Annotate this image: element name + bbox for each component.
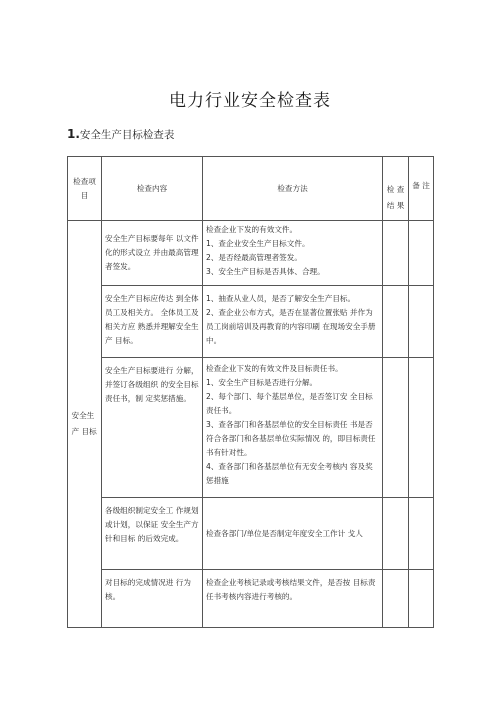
method-line: 3、安全生产目标是否具体、合理。 [206,267,325,276]
row-method [203,286,383,358]
row-note [409,221,434,286]
table-row [68,498,434,570]
row-content: 安全生产目标应传达 到全体员工及相关方。 全体员工及相关方应 熟悉并理解安全生产 目标。 [102,286,203,358]
row-note [409,570,434,628]
row-method [203,570,383,628]
row-result [383,570,409,628]
row-result [383,286,409,358]
header-note: 备 注 [409,157,434,221]
method-line: 4、查各部门和各基层单位有无安全考核内 容及奖惩措施 [206,462,373,485]
group-label: 安全生产 目标 [71,411,97,436]
method-line: 检查企业下发的有效文件。 [206,225,298,234]
section-subtitle-text: 安全生产目标检查表 [79,129,175,141]
method-line: 1、抽查从业人员，是否了解安全生产目标。 [206,294,356,303]
row-content: 对目标的完成情况进 行为核。 [102,570,203,628]
header-check-result: 检 查结 果 [383,157,409,221]
row-note [409,498,434,570]
row-note [409,358,434,498]
header-check-method: 检查方法 [203,157,383,221]
method-line: 2、查企业公布方式，是否在显著位置张贴 并作为员工岗前培训及再教育的内容印刷 在现场安全手册中。 [206,308,376,345]
table-header-row [68,157,434,221]
row-result [383,358,409,498]
section-subtitle [67,127,174,142]
table-row [68,286,434,358]
row-note [409,286,434,358]
safety-check-table [67,156,434,628]
header-check-item: 检查项目 [68,157,102,221]
group-label-cell [68,221,102,628]
table-row [68,221,434,286]
row-result [383,221,409,286]
row-result [383,498,409,570]
table-row [68,358,434,498]
method-line: 检查企业考核记录或考核结果文件，是否按 目标责任书考核内容进行考核的。 [206,578,376,601]
row-content: 安全生产目标要每年 以文件化的形式设立 并由最高管理者签发。 [102,221,203,286]
table-row [68,570,434,628]
row-content: 安全生产目标要进行 分解，并签订各级组织 的安全目标责任书，制 定奖惩措施。 [102,358,203,498]
method-line: 检查各部门/单位是否制定年度安全工作计 戈人 [206,528,363,538]
row-content: 各级组织制定安全工 作规划或计划，以保证 安全生产方针和目标 的后效完成。 [102,498,203,570]
row-method [203,498,383,570]
method-line: 1、查企业安全生产目标文件。 [206,239,310,248]
method-line: 1、安全生产目标是否进行分解。 [206,378,318,387]
header-check-content: 检查内容 [102,157,203,221]
method-line: 3、查各部门和各基层单位的安全目标责任 书是否符合各部门和各基层单位实际情况 的，即目标责任书有针对性。 [206,420,376,457]
row-method [203,221,383,286]
row-method [203,358,383,498]
method-line: 检查企业下发的有效文件及目标责任书。 [206,364,343,373]
page-title: 电力行业安全检查表 [169,91,331,111]
method-line: 2、是否经最高管理者签发。 [206,253,302,262]
method-line: 2、每个部门、每个基层单位，是否签订安 全目标责任书。 [206,392,373,415]
section-number: 1. [67,127,80,141]
